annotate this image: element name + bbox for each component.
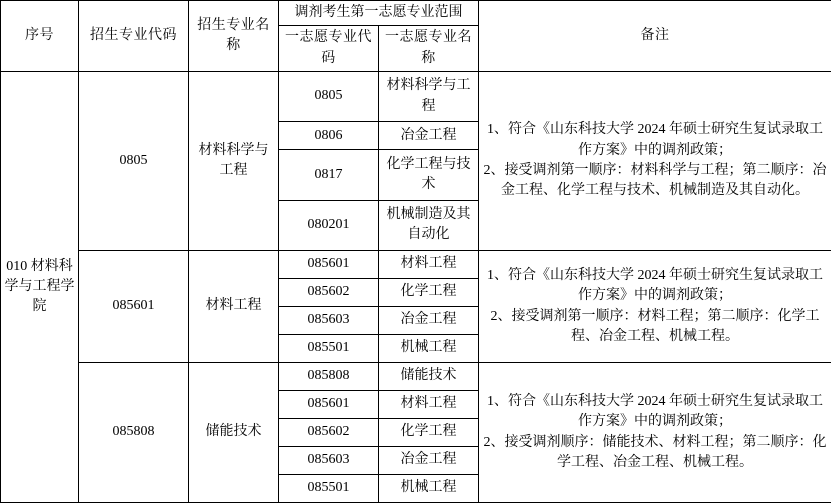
header-first-choice-code: 一志愿专业代码	[279, 26, 379, 72]
cell-first-choice-code: 085808	[279, 363, 379, 391]
header-seq: 序号	[1, 1, 79, 72]
cell-major-code: 0805	[79, 71, 189, 250]
cell-major-code: 085601	[79, 251, 189, 363]
cell-first-choice-name: 化学工程	[379, 418, 479, 446]
cell-major-name: 材料工程	[189, 251, 279, 363]
cell-major-code: 085808	[79, 363, 189, 503]
table-body	[1, 71, 831, 502]
cell-major-name: 材料科学与工程	[189, 71, 279, 250]
remark-line-2: 2、接受调剂顺序：储能技术、材料工程；第二顺序：化学工程、冶金工程、机械工程。	[483, 434, 827, 470]
cell-first-choice-name: 材料工程	[379, 251, 479, 279]
remark-line-2: 2、接受调剂第一顺序：材料工程；第二顺序：化学工程、冶金工程、机械工程。	[490, 308, 820, 344]
cell-first-choice-name: 机械工程	[379, 474, 479, 502]
cell-first-choice-code: 085602	[279, 418, 379, 446]
cell-first-choice-name: 材料工程	[379, 390, 479, 418]
cell-first-choice-code: 085602	[279, 279, 379, 307]
cell-first-choice-name: 化学工程	[379, 279, 479, 307]
cell-first-choice-code: 085601	[279, 251, 379, 279]
cell-first-choice-name: 冶金工程	[379, 307, 479, 335]
header-first-choice-name: 一志愿专业名称	[379, 26, 479, 72]
cell-first-choice-code: 085603	[279, 307, 379, 335]
header-remark: 备注	[479, 1, 831, 72]
cell-first-choice-code: 085501	[279, 474, 379, 502]
remark-line-1: 1、符合《山东科技大学 2024 年硕士研究生复试录取工作方案》中的调剂政策；	[487, 267, 823, 304]
cell-first-choice-name: 材料科学与工程	[379, 71, 479, 121]
header-first-choice-group: 调剂考生第一志愿专业范围	[279, 1, 479, 26]
cell-remark	[479, 363, 831, 503]
cell-first-choice-code: 080201	[279, 200, 379, 250]
header-major-code: 招生专业代码	[79, 1, 189, 72]
cell-first-choice-code: 085601	[279, 390, 379, 418]
cell-first-choice-name: 化学工程与技术	[379, 150, 479, 200]
cell-first-choice-name: 冶金工程	[379, 446, 479, 474]
cell-first-choice-code: 0805	[279, 71, 379, 121]
cell-first-choice-code: 0806	[279, 122, 379, 150]
cell-first-choice-code: 085501	[279, 335, 379, 363]
table-row	[1, 71, 831, 121]
remark-line-1: 1、符合《山东科技大学 2024 年硕士研究生复试录取工作方案》中的调剂政策；	[487, 122, 823, 158]
cell-major-name: 储能技术	[189, 363, 279, 503]
remark-line-1: 1、符合《山东科技大学 2024 年硕士研究生复试录取工作方案》中的调剂政策；	[487, 393, 823, 430]
header-major-name: 招生专业名称	[189, 1, 279, 72]
table-header	[1, 1, 831, 72]
cell-first-choice-name: 机械制造及其自动化	[379, 200, 479, 250]
cell-remark	[479, 251, 831, 363]
table-row	[1, 363, 831, 391]
cell-remark	[479, 71, 831, 250]
remark-line-2: 2、接受调剂第一顺序：材料科学与工程；第二顺序：冶金工程、化学工程与技术、机械制造及其自动化。	[483, 163, 827, 199]
table-row	[1, 251, 831, 279]
table-header-row-1	[1, 1, 831, 26]
cell-first-choice-code: 0817	[279, 150, 379, 200]
cell-first-choice-name: 冶金工程	[379, 122, 479, 150]
cell-seq-college: 010 材料科学与工程学院	[1, 71, 79, 502]
cell-first-choice-name: 机械工程	[379, 335, 479, 363]
cell-first-choice-code: 085603	[279, 446, 379, 474]
cell-first-choice-name: 储能技术	[379, 363, 479, 391]
